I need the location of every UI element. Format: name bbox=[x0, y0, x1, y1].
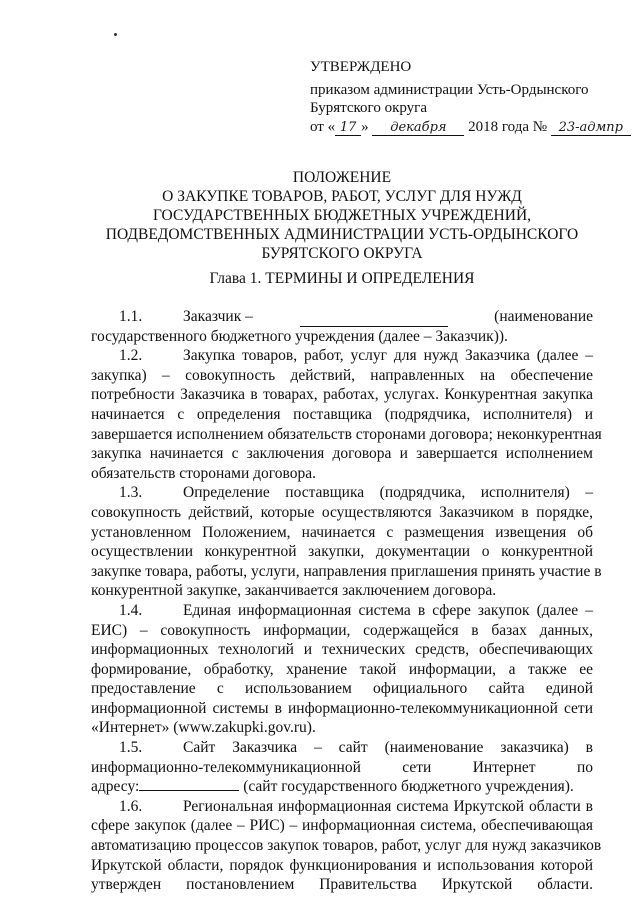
clause-word: Иркутской bbox=[441, 876, 513, 894]
clause-text: адресу: bbox=[91, 778, 140, 796]
clause-number: 1.3. bbox=[119, 484, 143, 502]
clause-1-5-first-line bbox=[91, 738, 593, 758]
clause-text-line: потребности Заказчика в товарах, работах, услугах. Конкурентная закупка bbox=[91, 386, 593, 404]
title-line: ПОЛОЖЕНИЕ bbox=[292, 169, 392, 186]
clause-1-4-first-line bbox=[91, 601, 593, 621]
clause-text-line: автоматизацию процессов закупок товаров, работ, услуг для нужд заказчиков bbox=[91, 837, 602, 855]
clause-word: утвержден bbox=[91, 876, 162, 894]
clause-text-line: конкурентной закупке, заканчивается заключением договора. bbox=[91, 582, 497, 600]
approval-block bbox=[310, 58, 631, 136]
handwritten-order-number: 23-адмпр bbox=[551, 121, 631, 136]
clause-text-line: предоставление с использованием официального сайта единой bbox=[91, 680, 593, 698]
approval-date-line bbox=[310, 118, 631, 137]
clause-text-line bbox=[91, 758, 593, 778]
clause-text-line: ЕИС) – совокупность информации, содержащейся в базах данных, bbox=[91, 621, 593, 639]
clause-text-line: закупка) – совокупность действий, направленных на обеспечение bbox=[91, 366, 593, 384]
clause-text: (наименование bbox=[494, 308, 593, 325]
clause-word: Правительства bbox=[319, 876, 417, 894]
date-quote: » bbox=[361, 118, 369, 135]
clause-number: 1.4. bbox=[119, 601, 143, 619]
clause-text-line: информационных технологий и технических средств, обеспечивающих bbox=[91, 641, 593, 659]
date-year: 2018 года № bbox=[468, 118, 548, 135]
title-line: БУРЯТСКОГО ОКРУГА bbox=[261, 245, 423, 262]
clause-word: Интернет bbox=[472, 758, 536, 776]
approval-heading: УТВЕРЖДЕНО bbox=[310, 59, 412, 75]
clause-1-3-first-line bbox=[91, 483, 593, 503]
clause-word: области. bbox=[537, 876, 593, 894]
clause-text: Определение поставщика (подрядчика, исполнителя) – bbox=[183, 484, 593, 502]
clause-text-line: совокупность действий, которые осуществляются Заказчиком в порядке, bbox=[91, 503, 593, 521]
clause-text: Заказчик – bbox=[183, 308, 253, 325]
title-line: ГОСУДАРСТВЕННЫХ БЮДЖЕТНЫХ УЧРЕЖДЕНИЙ, bbox=[152, 207, 532, 224]
clause-text-line: государственного бюджетного учреждения (далее – Заказчик)). bbox=[91, 327, 508, 345]
clause-number: 1.1. bbox=[119, 308, 143, 325]
clause-1-1-first-line bbox=[91, 307, 593, 327]
clause-text: Единая информационная система в сфере закупок (далее – bbox=[183, 601, 593, 619]
document-body bbox=[91, 307, 602, 895]
clause-1-2-first-line bbox=[91, 346, 593, 366]
clause-number: 1.2. bbox=[119, 347, 143, 365]
clause-text-line: закупке товара, работы, услуги, направления приглашения принять участие в bbox=[91, 562, 602, 580]
clause-word: постановлением bbox=[186, 876, 295, 894]
clause-text: (сайт государственного бюджетного учреждения). bbox=[243, 778, 574, 796]
handwritten-month: декабря bbox=[372, 121, 464, 136]
fill-in-blank bbox=[300, 307, 448, 327]
document-title bbox=[88, 168, 596, 263]
clause-text-line: осуществлении конкурентной закупки, документации о конкурентной bbox=[91, 543, 593, 561]
title-line: О ЗАКУПКЕ ТОВАРОВ, РАБОТ, УСЛУГ ДЛЯ НУЖД bbox=[162, 188, 522, 205]
clause-number: 1.5. bbox=[119, 739, 143, 757]
chapter-heading: Глава 1. ТЕРМИНЫ И ОПРЕДЕЛЕНИЯ bbox=[209, 270, 475, 287]
clause-word: сети bbox=[402, 758, 432, 776]
title-line: ПОДВЕДОМСТВЕННЫХ АДМИНИСТРАЦИИ УСТЬ-ОРДЫНСКОГО bbox=[105, 226, 579, 243]
approval-line: приказом администрации Усть-Ордынского bbox=[310, 81, 589, 98]
clause-text-line: завершается исполнением обязательств сторонами договора; неконкурентная bbox=[91, 425, 602, 443]
scan-speck bbox=[114, 33, 117, 36]
clause-text-line bbox=[91, 777, 593, 797]
handwritten-day: 17 bbox=[335, 121, 361, 136]
clause-text-line: информационной системы в информационно-телекоммуникационной сети bbox=[91, 699, 593, 717]
clause-word: по bbox=[576, 758, 593, 776]
fill-in-blank bbox=[139, 790, 239, 791]
clause-text-line: Иркутской области, порядок функционирования и использования которой bbox=[91, 856, 593, 874]
clause-text-line: установленном Положением, начинается с размещения извещения об bbox=[91, 523, 593, 541]
clause-text-line bbox=[91, 875, 593, 895]
approval-line: Бурятского округа bbox=[310, 100, 427, 116]
clause-text: Сайт Заказчика – сайт (наименование заказчика) в bbox=[183, 739, 593, 757]
clause-text-line: сфере закупок (далее – РИС) – информационная система, обеспечивающая bbox=[91, 817, 593, 835]
clause-text-line: обязательств сторонами договора. bbox=[91, 464, 316, 482]
clause-text: Закупка товаров, работ, услуг для нужд Заказчика (далее – bbox=[183, 347, 593, 365]
clause-text: Региональная информационная система Иркутской области в bbox=[183, 797, 593, 815]
date-prefix: от « bbox=[310, 118, 336, 135]
clause-1-6-first-line bbox=[91, 797, 593, 817]
clause-text-line: «Интернет» (www.zakupki.gov.ru). bbox=[91, 719, 316, 737]
clause-word: информационно-телекоммуникационной bbox=[91, 758, 361, 776]
clause-text-line: формирование, обработку, хранение такой информации, а также ее bbox=[91, 660, 593, 678]
clause-text-line: закупка начинается с заключения договора и завершается исполнением bbox=[91, 445, 593, 463]
clause-number: 1.6. bbox=[119, 797, 143, 815]
clause-text-line: начинается с определения поставщика (подрядчика, исполнителя) и bbox=[91, 405, 593, 423]
